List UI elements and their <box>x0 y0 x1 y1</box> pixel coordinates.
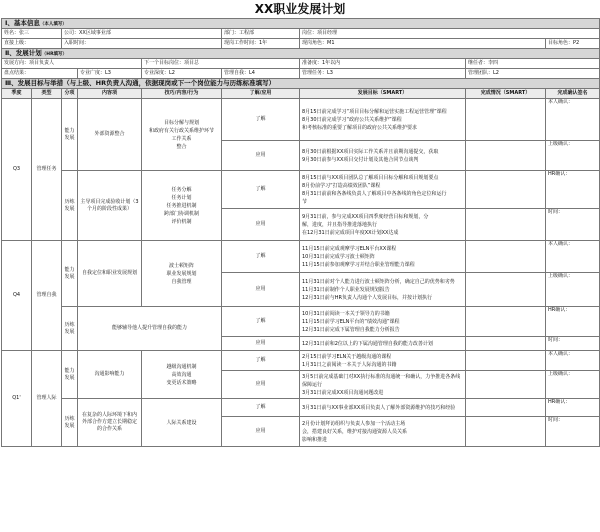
table-row <box>2 399 600 417</box>
sign-cell[interactable]: 本人确认： <box>546 99 600 141</box>
level-cell: 应用 <box>222 273 300 307</box>
sub-cell: 能力发展 <box>62 99 78 171</box>
goal-line: 1月31日之前阅读一本关于人际沟通的书籍 <box>302 361 397 368</box>
skill-line: 高效沟通 <box>171 371 192 378</box>
skill-line: 越级沟通机制 <box>166 363 197 370</box>
goal-line: 9月31日前，参与完成XX项目四季度经营目标和规划，分 <box>302 213 429 220</box>
type-cell: 管理人际 <box>32 351 62 447</box>
skills-cell <box>142 399 222 447</box>
skill-line: 评价机制 <box>171 218 192 225</box>
info-cell: 姓名：张三 <box>2 29 62 39</box>
status-cell[interactable] <box>466 399 546 417</box>
item-cell: 能够辅导他人提升管理自我的能力 <box>78 307 222 351</box>
col-header-level: 了解/应用 <box>222 89 300 99</box>
status-cell[interactable] <box>466 307 546 337</box>
goal-line: 在12月31日前完成项目年度XX计划XX达成 <box>302 229 399 236</box>
quarter-cell: Q1' <box>2 351 32 447</box>
status-cell[interactable] <box>466 99 546 141</box>
goal-cell <box>300 241 466 273</box>
type-cell: 管理任务 <box>32 99 62 241</box>
goal-cell <box>300 417 466 447</box>
goal-cell <box>300 307 466 337</box>
status-cell[interactable] <box>466 417 546 447</box>
info-cell: 现岗角色：M1 <box>300 39 546 49</box>
item-cell: 在复杂的人际环境下和内外部合作方建立长期稳定的合作关系 <box>78 399 142 447</box>
item-cell: 主导项目完成验收计划（3个月的阶段性成果） <box>78 171 142 241</box>
goal-line: 3月5日前完成基础门对XX执行标准的沟通统一和确认，力争推进各条线保障运行 <box>302 373 461 388</box>
plan-cell: 下一个目标岗位：项目总 <box>142 59 300 69</box>
info-cell: 直接上级： <box>2 39 62 49</box>
skill-line: 任务计划 <box>171 194 192 201</box>
item-cell: 沟通影响能力 <box>78 351 142 399</box>
section-basic-info-header <box>2 19 600 29</box>
goal-line: 12月31日前和2位以上的下属沟通管理自我的能力改善计划 <box>302 340 433 347</box>
sign-cell[interactable]: HR确认： <box>546 171 600 209</box>
goal-line: 和考核标准的重要了解项目的政府公共关系维护要求 <box>302 124 418 131</box>
goal-line: 3月31日前完成XX项目沟通问题改进 <box>302 389 384 396</box>
basic-info-row-1 <box>2 29 600 39</box>
goal-line: 12月31日前与HR负责人沟通个人发展目标，并按计划执行 <box>302 294 432 301</box>
goal-line: 11月31日前制作个人职业发展规划报告 <box>302 286 390 293</box>
skill-line: 任务分解 <box>171 186 192 193</box>
goal-cell <box>300 371 466 399</box>
col-header-status: 完成情况（SMART） <box>466 89 546 99</box>
status-cell[interactable] <box>466 141 546 171</box>
goal-cell <box>300 273 466 307</box>
status-cell[interactable] <box>466 337 546 351</box>
section-title: Ⅲ、发展目标与举措（与上级、HR负责人沟通，依据现岗或下一个岗位能力与历练标准填写） <box>2 79 600 89</box>
type-cell: 管理自我 <box>32 241 62 351</box>
goal-cell <box>300 351 466 371</box>
skill-line: 自我管理 <box>171 278 192 285</box>
skill-line: 任务推进机制 <box>166 202 197 209</box>
info-cell: 岗位：项目经理 <box>300 29 600 39</box>
section-title: Ⅰ、基本信息 <box>5 18 40 27</box>
level-cell: 应用 <box>222 141 300 171</box>
goal-line: 8月31日前前和各条线负责人了解项目中各条线的角色定位和运行 <box>302 190 447 197</box>
goal-line: 11月31日前对个人能力进行波士顿矩阵分析，确定自己的优势和劣势 <box>302 278 455 285</box>
skill-line: 工作关系 <box>171 135 192 142</box>
section-dev-plan-header <box>2 49 600 59</box>
col-header-quarter: 季度 <box>2 89 32 99</box>
goal-line: 8月15日前与XX项目团队总了解项目目标分解和项目规划要点 <box>302 174 439 181</box>
goal-line: 2月份计划拜访组织与负责人参加一个活动主场 <box>302 420 406 427</box>
sub-cell: 能力发展 <box>62 241 78 307</box>
table-row <box>2 99 600 141</box>
sign-cell[interactable]: 上级确认： <box>546 273 600 307</box>
skill-line: 跨部门协调机制 <box>163 210 199 217</box>
sign-cell[interactable]: 本人确认： <box>546 241 600 273</box>
sign-cell[interactable]: 时间： <box>546 417 600 447</box>
skill-line: 职业发展规划 <box>166 270 197 277</box>
sub-cell: 历练发展 <box>62 399 78 447</box>
info-cell: 公司：XX区域事业部 <box>62 29 222 39</box>
goal-line: 3月31日前与XX事业部XX项目负责人了解外部资源维护的技巧和经验 <box>302 404 456 411</box>
plan-cell: 准备度：1年以内 <box>300 59 466 69</box>
goal-cell <box>300 337 466 351</box>
skills-cell <box>142 171 222 241</box>
goal-line: 影响和推进 <box>302 436 328 443</box>
section-note: （本人填写） <box>39 21 67 27</box>
info-cell: 目标角色：P2 <box>546 39 600 49</box>
goal-line: 2月15日前学习ELN关于越级沟通的课程 <box>302 353 392 360</box>
level-cell: 应用 <box>222 417 300 447</box>
quarter-cell: Q3 <box>2 99 32 241</box>
sign-cell[interactable]: HR确认： <box>546 307 600 337</box>
skill-line: 和政府有关行政关系维护环节 <box>148 127 214 134</box>
table-row <box>2 171 600 209</box>
section-goals-header <box>2 79 600 89</box>
item-cell: 外部资源整合 <box>78 99 142 171</box>
col-header-skills: 技巧/内容/行为 <box>142 89 222 99</box>
sign-cell[interactable]: 上级确认： <box>546 141 600 171</box>
plan-cell: 专业广度：L3 <box>78 69 142 79</box>
goal-line: 8月份前学习“打造高绩效团队”课程 <box>302 182 381 189</box>
plan-table <box>1 18 600 447</box>
plan-row-2 <box>2 69 600 79</box>
skill-line: 变更话术策略 <box>166 379 197 386</box>
section-title: Ⅱ、发展计划 <box>5 48 42 57</box>
sign-cell[interactable]: 时间： <box>546 337 600 351</box>
status-cell[interactable] <box>466 371 546 399</box>
plan-cell: 发展方向：项目负责人 <box>2 59 142 69</box>
skills-cell <box>142 351 222 399</box>
col-header-sign: 完成确认签名 <box>546 89 600 99</box>
level-cell: 了解 <box>222 241 300 273</box>
col-header-item: 内容项 <box>78 89 142 99</box>
goal-line: 10月31日前阅读一本关于领导力的书籍 <box>302 310 390 317</box>
goal-cell <box>300 99 466 141</box>
plan-cell: 管理自我：L4 <box>222 69 300 79</box>
level-cell: 了解 <box>222 399 300 417</box>
plan-cell: 管理团队：L2 <box>466 69 600 79</box>
table-row <box>2 241 600 273</box>
level-cell: 了解 <box>222 351 300 371</box>
skill-line: 波士顿矩阵 <box>168 262 194 269</box>
goal-line: 8月30日前根据XX项目实际工作关系并且前期沟通提交，获取 <box>302 148 439 155</box>
level-cell: 了解 <box>222 171 300 209</box>
status-cell[interactable] <box>466 241 546 273</box>
table-row <box>2 307 600 337</box>
info-cell: 入职时间： <box>62 39 222 49</box>
goal-line: 8月30日前完成学习“政府公共关系维护”课程 <box>302 116 402 123</box>
level-cell: 了解 <box>222 307 300 337</box>
sub-cell: 历练发展 <box>62 171 78 241</box>
goal-line: 9月30日前参与XX项目交付计划及其他合同节点谈判 <box>302 156 419 163</box>
sign-cell[interactable]: 时间： <box>546 209 600 241</box>
sub-cell: 能力发展 <box>62 351 78 399</box>
col-header-type: 类型 <box>32 89 62 99</box>
level-cell: 应用 <box>222 209 300 241</box>
goal-line: 解，进度，并且指导推进落地执行 <box>302 221 378 228</box>
skill-line: 人际关系建设 <box>166 419 197 426</box>
skill-line: 目标分解与规划 <box>163 119 199 126</box>
info-cell: 部门：工程部 <box>222 29 300 39</box>
status-cell[interactable] <box>466 209 546 241</box>
col-header-sub: 分项 <box>62 89 78 99</box>
col-header-goal: 发展目标（SMART） <box>300 89 466 99</box>
info-cell: 现岗工作时间：1年 <box>222 39 300 49</box>
goal-cell <box>300 141 466 171</box>
goal-line: 10月31日前完成学习波士顿矩阵 <box>302 253 375 260</box>
goal-line: 12月31日前完成下属管理自我能力分析报告 <box>302 326 400 333</box>
sign-cell[interactable]: 本人确认： <box>546 351 600 371</box>
goal-cell <box>300 209 466 241</box>
plan-row-1 <box>2 59 600 69</box>
goal-cell <box>300 399 466 417</box>
status-cell[interactable] <box>466 171 546 209</box>
sign-cell[interactable]: 上级确认： <box>546 371 600 399</box>
goal-line: 11月15日前完成观摩学习ELN平台XX课程 <box>302 245 397 252</box>
goal-line: 节 <box>302 198 308 205</box>
status-cell[interactable] <box>466 273 546 307</box>
status-cell[interactable] <box>466 351 546 371</box>
skills-cell <box>142 99 222 171</box>
skill-line: 整合 <box>176 143 187 150</box>
table-row <box>2 351 600 371</box>
section-note: （HR填写） <box>41 51 68 57</box>
goal-line: 会，搭建良好关系，维护对接沟通资源人员关系 <box>302 428 408 435</box>
goals-column-headers <box>2 89 600 99</box>
sign-cell[interactable]: HR确认： <box>546 399 600 417</box>
plan-cell: 继任者：李四 <box>466 59 600 69</box>
goal-line: 8月15日前完成学习“项目目标分解和运营实施工程运营管理”课程 <box>302 108 447 115</box>
level-cell: 应用 <box>222 337 300 351</box>
quarter-cell: Q4 <box>2 241 32 351</box>
goal-line: 11月15日前学习ELN平台的“绩效沟通”课程 <box>302 318 400 325</box>
goal-cell <box>300 171 466 209</box>
skills-cell <box>142 241 222 307</box>
item-cell: 自我定位和职业发展规划 <box>78 241 142 307</box>
plan-cell: 盘点结果： <box>2 69 78 79</box>
level-cell: 了解 <box>222 99 300 141</box>
plan-cell: 管理任务：L3 <box>300 69 466 79</box>
goal-line: 11月15日前参加观摩学习并结合职业管理能力课程 <box>302 261 415 268</box>
page-title: XX职业发展计划 <box>254 2 346 16</box>
plan-cell: 专业深度：L2 <box>142 69 222 79</box>
level-cell: 应用 <box>222 371 300 399</box>
basic-info-row-2 <box>2 39 600 49</box>
sub-cell: 历练发展 <box>62 307 78 351</box>
